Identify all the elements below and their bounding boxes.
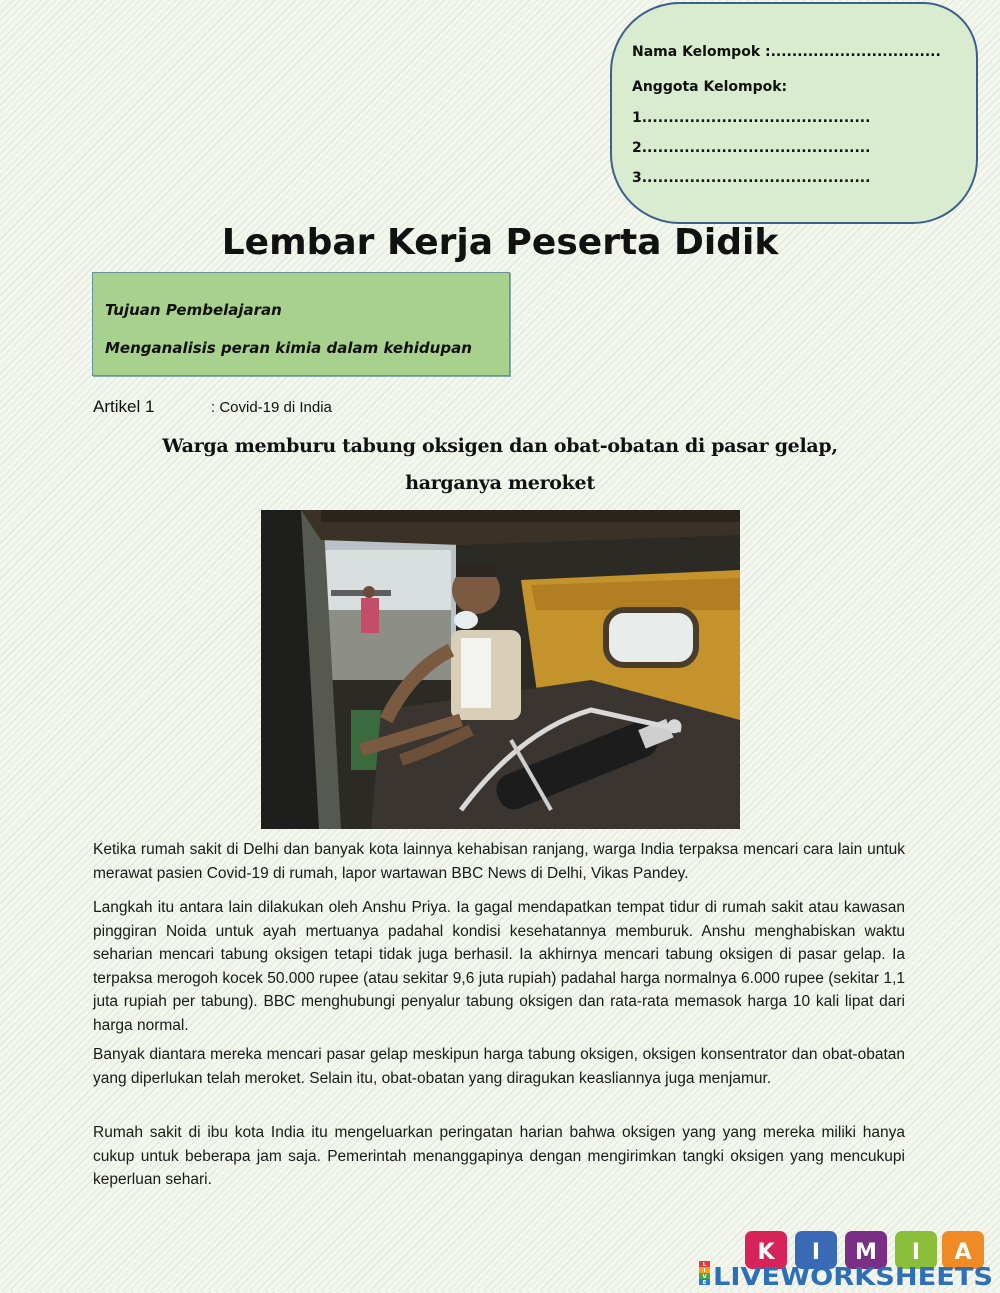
liveworksheets-wordmark: LIVEWORKSHEETS bbox=[713, 1262, 993, 1288]
paragraph-2: Langkah itu antara lain dilakukan oleh Anshu Priya. Ia gagal mendapatkan tempat tidur di rumah sakit atau kawasan pinggiran Noida untuk ayah mertuanya padahal kondisi kesehatannya memburuk. Anshu menghabiskan waktu seharian mencari tabung oksigen tetapi tidak juga berhasil. Ia akhirnya mencari tabung oksigen di pasar gelap. Ia terpaksa merogoh kocek 50.000 rupee (atau sekitar 9,6 juta rupiah) padahal harga normalnya 6.000 rupee (sekitar 1,1 juta rupiah per tabung). BBC menghubungi penyalur tabung oksigen dan rata-rata memasok harga 10 kali lipat dari harga normal. bbox=[93, 899, 905, 1034]
members-label: Anggota Kelompok: bbox=[632, 79, 788, 95]
headline-line-1: Warga memburu tabung oksigen dan obat-obatan di pasar gelap, bbox=[162, 435, 838, 457]
kimia-letter-m: M bbox=[855, 1240, 877, 1265]
member-2-field[interactable]: 2........................................... bbox=[632, 140, 871, 156]
group-info-box bbox=[610, 2, 978, 224]
article-label: Artikel 1 bbox=[93, 397, 155, 416]
live-letter-e: E bbox=[702, 1280, 707, 1286]
paragraph-3: Banyak diantara mereka mencari pasar gelap meskipun harga tabung oksigen, oksigen konsentrator dan obat-obatan yang diperlukan telah meroket. Selain itu, obat-obatan yang diragukan keasliannya juga menjamur. bbox=[93, 1046, 905, 1087]
article-topic: : Covid-19 di India bbox=[211, 399, 332, 416]
kimia-letter-i2: I bbox=[911, 1240, 921, 1265]
article-photo bbox=[261, 510, 740, 829]
live-letter-v: V bbox=[702, 1274, 707, 1280]
paragraph-1: Ketika rumah sakit di Delhi dan banyak kota lainnya kehabisan ranjang, warga India terpaksa mencari cara lain untuk merawat pasien Covid-19 di rumah, lapor wartawan BBC News di Delhi, Vikas Pandey. bbox=[93, 841, 905, 882]
goal-text: Menganalisis peran kimia dalam kehidupan bbox=[105, 339, 472, 357]
kimia-letter-k: K bbox=[757, 1240, 775, 1265]
group-name-field[interactable]: Nama Kelompok :................................ bbox=[632, 44, 941, 60]
liveworksheets-logo bbox=[697, 1228, 997, 1288]
goal-heading: Tujuan Pembelajaran bbox=[105, 301, 282, 319]
live-letter-i: I bbox=[703, 1268, 706, 1274]
paragraph-4: Rumah sakit di ibu kota India itu mengeluarkan peringatan harian bahwa oksigen yang yang mereka miliki hanya cukup untuk beberapa jam saja. Pemerintah menanggapinya dengan mengirimkan tangki oksigen yang mencukupi keperluan sehari. bbox=[93, 1124, 905, 1188]
page-title: Lembar Kerja Peserta Didik bbox=[221, 222, 779, 263]
member-3-field[interactable]: 3........................................... bbox=[632, 170, 871, 186]
headline-line-2: harganya meroket bbox=[405, 472, 595, 494]
kimia-letter-i: I bbox=[811, 1240, 821, 1265]
live-letter-l: L bbox=[702, 1262, 707, 1268]
article-label-row bbox=[93, 397, 332, 417]
member-1-field[interactable]: 1........................................... bbox=[632, 110, 871, 126]
kimia-letter-a: A bbox=[954, 1240, 972, 1265]
learning-goal-box bbox=[92, 272, 510, 376]
